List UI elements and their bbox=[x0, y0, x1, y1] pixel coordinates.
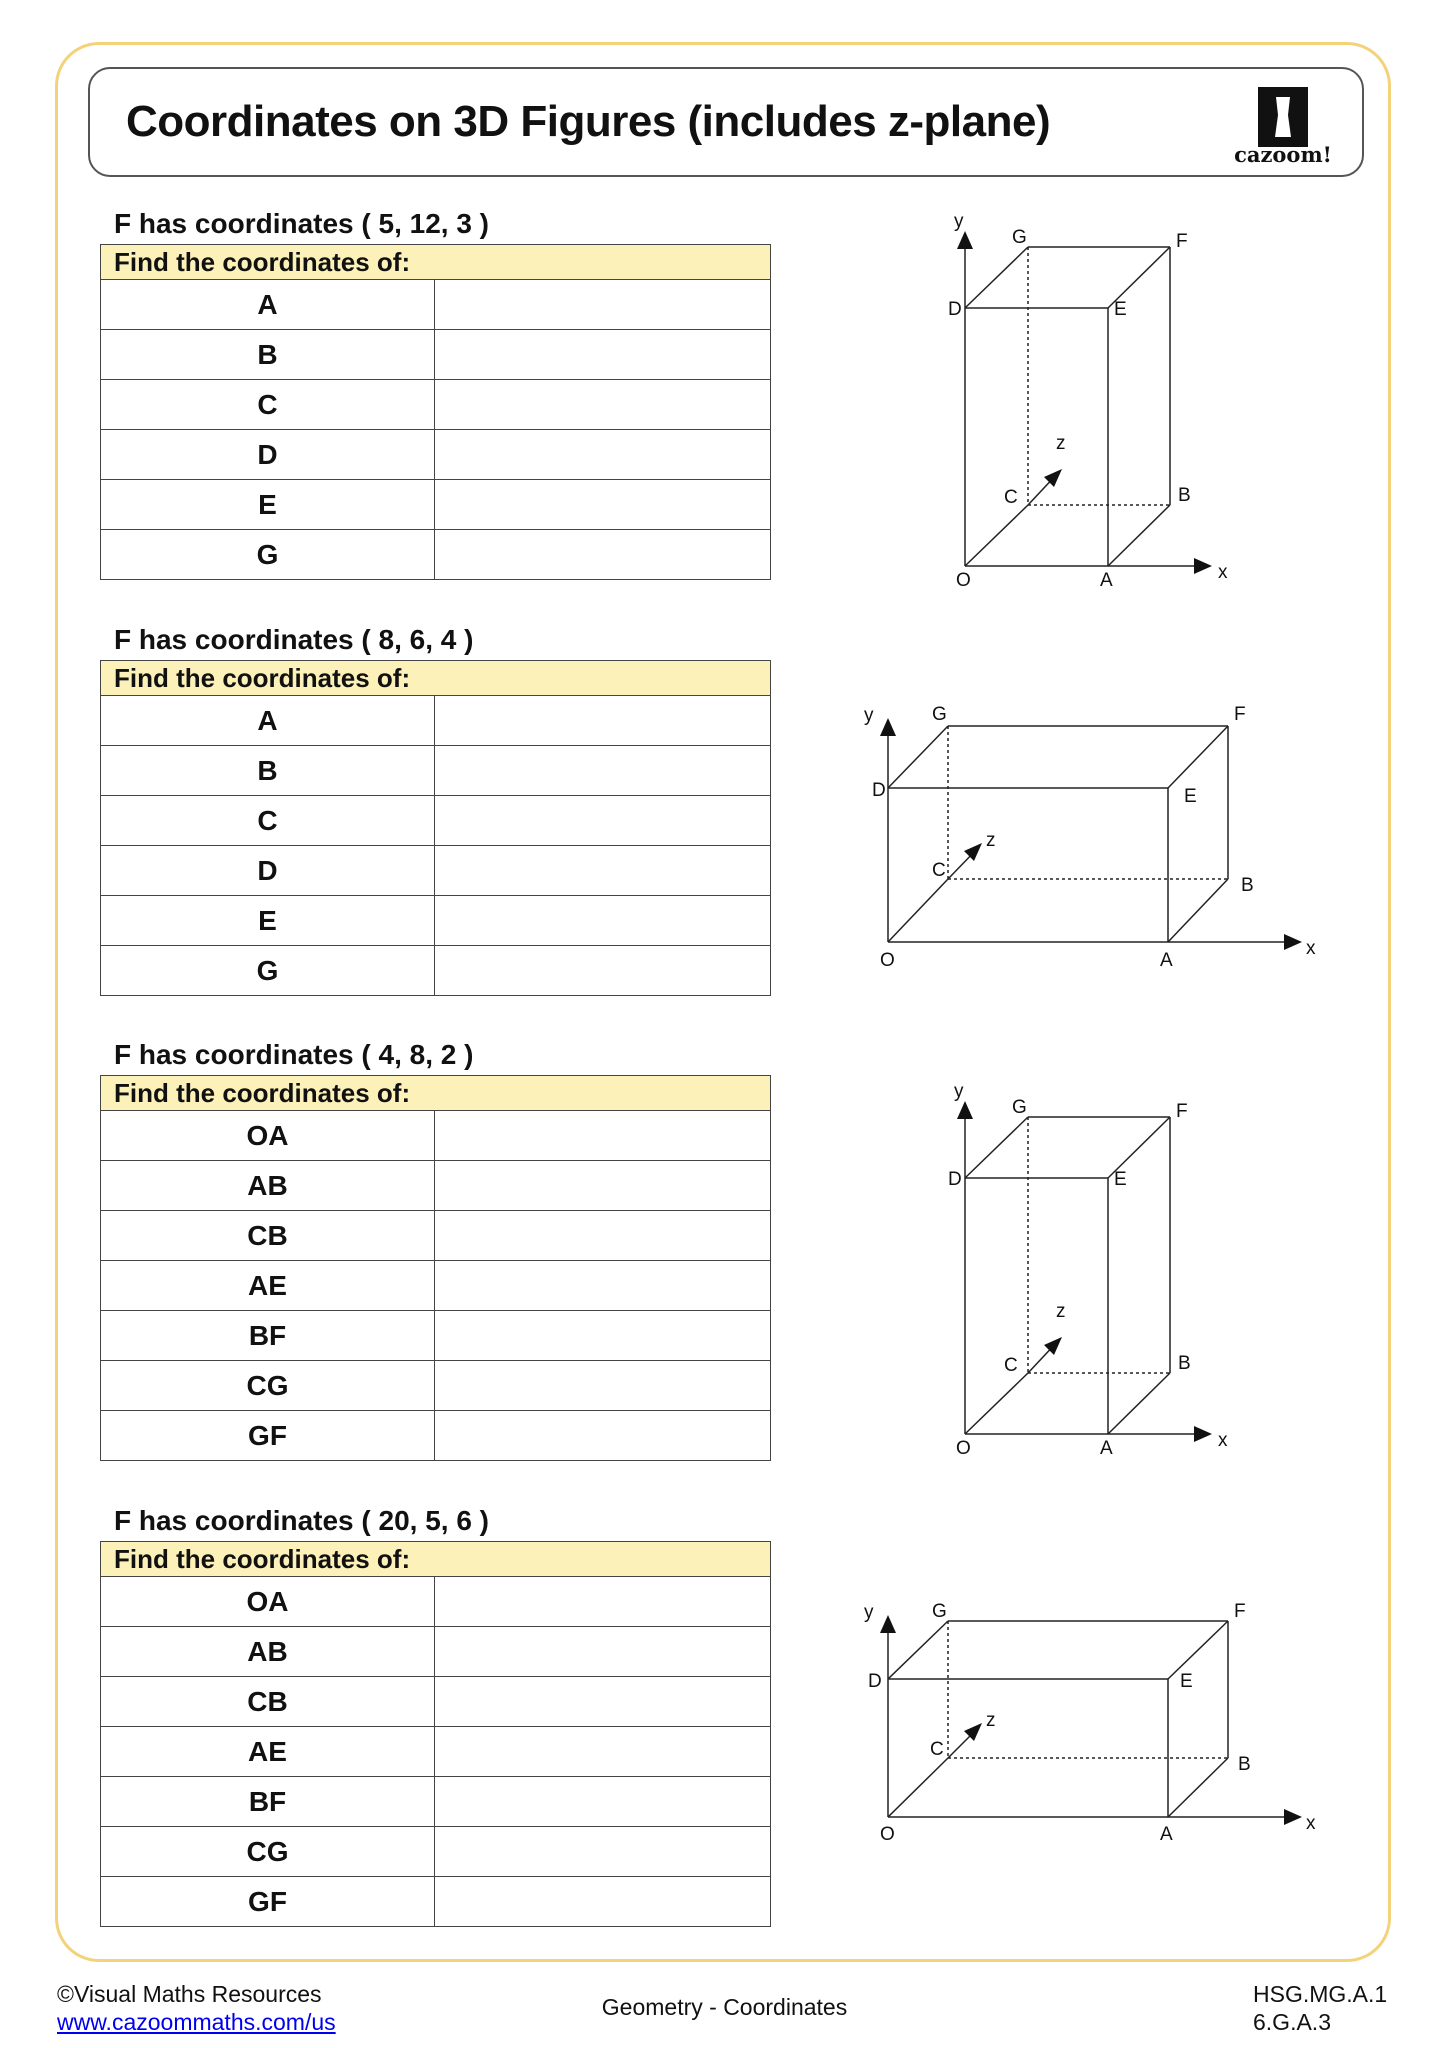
z-axis-label: z bbox=[986, 1710, 996, 1731]
vertex-f-label: F bbox=[1234, 704, 1246, 725]
question-1-table bbox=[100, 244, 771, 580]
vertex-g-label: G bbox=[1012, 227, 1027, 248]
y-axis-label: y bbox=[954, 211, 964, 232]
answer-cell[interactable] bbox=[435, 1827, 771, 1877]
copyright-text: ©Visual Maths Resources bbox=[57, 1981, 322, 2007]
standard-code-2: 6.G.A.3 bbox=[1253, 2009, 1331, 2035]
segment-label: AB bbox=[101, 1627, 435, 1677]
table-header: Find the coordinates of: bbox=[101, 1542, 771, 1577]
cazoom-logo bbox=[1228, 81, 1338, 167]
answer-cell[interactable] bbox=[435, 946, 771, 996]
vertex-d-label: D bbox=[868, 1671, 882, 1692]
answer-cell[interactable] bbox=[435, 1877, 771, 1927]
table-header: Find the coordinates of: bbox=[101, 661, 771, 696]
cuboid-figure-4 bbox=[850, 1590, 1330, 1860]
point-label: C bbox=[101, 796, 435, 846]
vertex-e-label: E bbox=[1180, 1671, 1193, 1692]
answer-cell[interactable] bbox=[435, 696, 771, 746]
answer-cell[interactable] bbox=[435, 1361, 771, 1411]
answer-cell[interactable] bbox=[435, 1161, 771, 1211]
vertex-e-label: E bbox=[1114, 299, 1127, 320]
answer-cell[interactable] bbox=[435, 796, 771, 846]
vertex-f-label: F bbox=[1176, 1101, 1188, 1122]
answer-cell[interactable] bbox=[435, 746, 771, 796]
vertex-a-label: A bbox=[1100, 1438, 1113, 1459]
answer-cell[interactable] bbox=[435, 380, 771, 430]
point-label: D bbox=[101, 846, 435, 896]
y-axis-label: y bbox=[954, 1081, 964, 1102]
vertex-o-label: O bbox=[880, 1824, 895, 1845]
point-label: A bbox=[101, 696, 435, 746]
answer-cell[interactable] bbox=[435, 1211, 771, 1261]
segment-label: CG bbox=[101, 1827, 435, 1877]
x-axis-label: x bbox=[1218, 1430, 1228, 1451]
y-axis-label: y bbox=[864, 705, 874, 726]
point-label: A bbox=[101, 280, 435, 330]
answer-cell[interactable] bbox=[435, 480, 771, 530]
cuboid-figure-2 bbox=[850, 695, 1330, 985]
vertex-a-label: A bbox=[1160, 1824, 1173, 1845]
question-3-table bbox=[100, 1075, 771, 1461]
answer-cell[interactable] bbox=[435, 430, 771, 480]
page-title: Coordinates on 3D Figures (includes z-plane) bbox=[126, 97, 1051, 146]
vertex-g-label: G bbox=[1012, 1097, 1027, 1118]
segment-label: GF bbox=[101, 1877, 435, 1927]
answer-cell[interactable] bbox=[435, 1261, 771, 1311]
segment-label: OA bbox=[101, 1577, 435, 1627]
cuboid-figure-3 bbox=[940, 1075, 1240, 1465]
vertex-f-label: F bbox=[1234, 1601, 1246, 1622]
footer-topic: Geometry - Coordinates bbox=[601, 1994, 848, 2020]
vertex-o-label: O bbox=[956, 1438, 971, 1459]
point-label: G bbox=[101, 946, 435, 996]
logo-text: cazoom! bbox=[1234, 142, 1332, 167]
table-header: Find the coordinates of: bbox=[101, 1076, 771, 1111]
question-1-heading: F has coordinates ( 5, 12, 3 ) bbox=[114, 208, 490, 239]
vertex-b-label: B bbox=[1178, 1353, 1191, 1374]
website-link[interactable]: www.cazoommaths.com/us bbox=[57, 2009, 336, 2035]
question-3-heading: F has coordinates ( 4, 8, 2 ) bbox=[114, 1039, 474, 1070]
answer-cell[interactable] bbox=[435, 846, 771, 896]
segment-label: CB bbox=[101, 1677, 435, 1727]
point-label: C bbox=[101, 380, 435, 430]
segment-label: OA bbox=[101, 1111, 435, 1161]
segment-label: BF bbox=[101, 1777, 435, 1827]
vertex-a-label: A bbox=[1160, 950, 1173, 971]
segment-label: CB bbox=[101, 1211, 435, 1261]
vertex-b-label: B bbox=[1238, 1754, 1251, 1775]
point-label: B bbox=[101, 330, 435, 380]
question-4-table bbox=[100, 1541, 771, 1927]
segment-label: AE bbox=[101, 1261, 435, 1311]
z-axis-label: z bbox=[986, 830, 996, 851]
point-label: D bbox=[101, 430, 435, 480]
answer-cell[interactable] bbox=[435, 1411, 771, 1461]
vertex-b-label: B bbox=[1178, 485, 1191, 506]
answer-cell[interactable] bbox=[435, 1677, 771, 1727]
vertex-d-label: D bbox=[948, 299, 962, 320]
vertex-o-label: O bbox=[956, 570, 971, 591]
vertex-c-label: C bbox=[930, 1739, 944, 1760]
vertex-f-label: F bbox=[1176, 231, 1188, 252]
answer-cell[interactable] bbox=[435, 330, 771, 380]
answer-cell[interactable] bbox=[435, 1727, 771, 1777]
answer-cell[interactable] bbox=[435, 896, 771, 946]
z-axis-label: z bbox=[1056, 1301, 1066, 1322]
vertex-a-label: A bbox=[1100, 570, 1113, 591]
answer-cell[interactable] bbox=[435, 1111, 771, 1161]
point-label: G bbox=[101, 530, 435, 580]
vertex-c-label: C bbox=[932, 860, 946, 881]
vertex-d-label: D bbox=[872, 780, 886, 801]
table-header: Find the coordinates of: bbox=[101, 245, 771, 280]
standard-code-1: HSG.MG.A.1 bbox=[1253, 1981, 1388, 2007]
answer-cell[interactable] bbox=[435, 1577, 771, 1627]
vertex-d-label: D bbox=[948, 1169, 962, 1190]
y-axis-label: y bbox=[864, 1602, 874, 1623]
vertex-g-label: G bbox=[932, 704, 947, 725]
vertex-g-label: G bbox=[932, 1601, 947, 1622]
logo-icon bbox=[1256, 85, 1310, 149]
vertex-b-label: B bbox=[1241, 875, 1254, 896]
point-label: E bbox=[101, 896, 435, 946]
x-axis-label: x bbox=[1218, 562, 1228, 583]
segment-label: BF bbox=[101, 1311, 435, 1361]
vertex-e-label: E bbox=[1114, 1169, 1127, 1190]
vertex-c-label: C bbox=[1004, 487, 1018, 508]
segment-label: CG bbox=[101, 1361, 435, 1411]
footer-standards bbox=[1253, 1980, 1387, 2036]
answer-cell[interactable] bbox=[435, 280, 771, 330]
vertex-e-label: E bbox=[1184, 786, 1197, 807]
question-2-table bbox=[100, 660, 771, 996]
point-label: B bbox=[101, 746, 435, 796]
answer-cell[interactable] bbox=[435, 1311, 771, 1361]
question-4-heading: F has coordinates ( 20, 5, 6 ) bbox=[114, 1505, 490, 1536]
x-axis-label: x bbox=[1306, 1813, 1316, 1834]
answer-cell[interactable] bbox=[435, 1777, 771, 1827]
cuboid-figure-1 bbox=[940, 205, 1240, 595]
title-banner bbox=[88, 67, 1364, 177]
vertex-c-label: C bbox=[1004, 1355, 1018, 1376]
segment-label: GF bbox=[101, 1411, 435, 1461]
point-label: E bbox=[101, 480, 435, 530]
answer-cell[interactable] bbox=[435, 1627, 771, 1677]
segment-label: AB bbox=[101, 1161, 435, 1211]
answer-cell[interactable] bbox=[435, 530, 771, 580]
question-2-heading: F has coordinates ( 8, 6, 4 ) bbox=[114, 624, 474, 655]
vertex-o-label: O bbox=[880, 950, 895, 971]
z-axis-label: z bbox=[1056, 433, 1066, 454]
segment-label: AE bbox=[101, 1727, 435, 1777]
x-axis-label: x bbox=[1306, 938, 1316, 959]
